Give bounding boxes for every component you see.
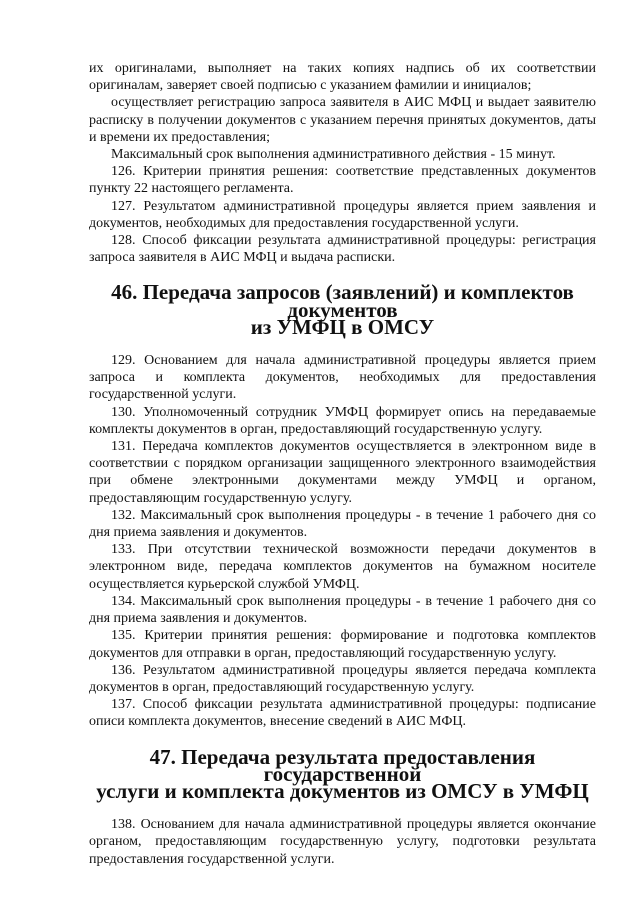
paragraph: 138. Основанием для начала административной процедуры является окончание органом, предоставляющим государственную услугу, подготовки результата предоставления государственной услуги. [89, 817, 596, 867]
paragraph: 129. Основанием для начала административной процедуры является прием запроса и комплекта документов, необходимых для предоставления государственной услуги. [89, 353, 596, 403]
paragraph: 128. Способ фиксации результата административной процедуры: регистрация запроса заявителя в АИС МФЦ и выдача расписки. [89, 233, 596, 266]
paragraph: 127. Результатом административной процедуры является прием заявления и документов, необходимых для предоставления государственной услуги. [89, 198, 596, 231]
paragraph: их оригиналами, выполняет на таких копиях надпись об их соответствии оригиналам, заверяет своей подписью с указанием фамилии и инициалов; [89, 61, 596, 94]
heading-line: услуги и комплекта документов из ОМСУ в УМФЦ [96, 778, 589, 803]
paragraph: 126. Критерии принятия решения: соответствие представленных документов пункту 22 настоящего регламента. [89, 164, 596, 197]
heading-line: из УМФЦ в ОМСУ [250, 314, 435, 339]
section-heading-47 [89, 744, 596, 803]
paragraph: Максимальный срок выполнения административного действия - 15 минут. [111, 147, 556, 163]
heading-line: 47. Передача результата предоставления государственной [149, 744, 536, 786]
paragraph: осуществляет регистрацию запроса заявителя в АИС МФЦ и выдает заявителю расписку в получении документов с указанием перечня принятых документов, даты и времени их предоставления; [89, 95, 596, 145]
paragraph: 130. Уполномоченный сотрудник УМФЦ формирует опись на передаваемые комплекты документов в орган, предоставляющий государственную услугу. [89, 404, 596, 437]
document-page [89, 60, 596, 868]
paragraph: 136. Результатом административной процедуры является передача комплекта документов в орган, предоставляющий государственную услугу. [89, 662, 596, 695]
paragraph: 137. Способ фиксации результата административной процедуры: подписание описи комплекта документов, внесение сведений в АИС МФЦ. [89, 697, 596, 730]
paragraph: 133. При отсутствии технической возможности передачи документов в электронном виде, передача комплектов документов на бумажном носителе осуществляется курьерской службой УМФЦ. [89, 542, 596, 592]
paragraph: 132. Максимальный срок выполнения процедуры - в течение 1 рабочего дня со дня приема заявления и документов. [89, 507, 596, 541]
paragraph: 131. Передача комплектов документов осуществляется в электронном виде в соответствии с порядком организации защищенного электронного взаимодействия при обмене электронными документами между УМФЦ и органом, предоставляющим государственную услугу. [89, 439, 596, 506]
paragraph: 135. Критерии принятия решения: формирование и подготовка комплектов документов для отправки в орган, предоставляющий государственную услугу. [89, 628, 596, 661]
section-heading-46 [89, 280, 596, 339]
heading-line: 46. Передача запросов (заявлений) и комплектов документов [111, 280, 574, 322]
paragraph: 134. Максимальный срок выполнения процедуры - в течение 1 рабочего дня со дня приема заявления и документов. [89, 593, 596, 627]
